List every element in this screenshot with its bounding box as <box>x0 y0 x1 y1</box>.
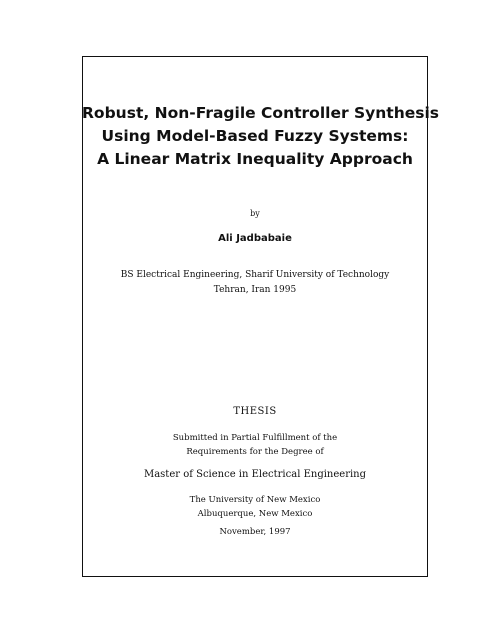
submission-date: November, 1997 <box>219 527 291 537</box>
submission-line-2: Requirements for the Degree of <box>186 447 324 457</box>
by-label: by <box>250 209 260 218</box>
institution <box>82 493 428 521</box>
previous-degree-line-1: BS Electrical Engineering, Sharif University of Technology <box>120 270 390 280</box>
institution-line-1: The University of New Mexico <box>189 495 321 505</box>
submission-statement <box>82 431 428 459</box>
submission-line-1: Submitted in Partial Fulfillment of the <box>172 433 338 443</box>
previous-degree <box>82 268 428 298</box>
title-line-3: A Linear Matrix Inequality Approach <box>97 150 413 168</box>
previous-degree-line-2: Tehran, Iran 1995 <box>213 285 297 295</box>
title-line-1: Robust, Non-Fragile Controller Synthesis <box>82 104 440 122</box>
author-name: Ali Jadbabaie <box>218 233 292 244</box>
degree-name: Master of Science in Electrical Engineering <box>143 469 367 480</box>
title-line-2: Using Model-Based Fuzzy Systems: <box>101 127 409 145</box>
document-type: THESIS <box>233 406 277 417</box>
institution-line-2: Albuquerque, New Mexico <box>197 509 313 519</box>
thesis-title <box>82 102 440 171</box>
